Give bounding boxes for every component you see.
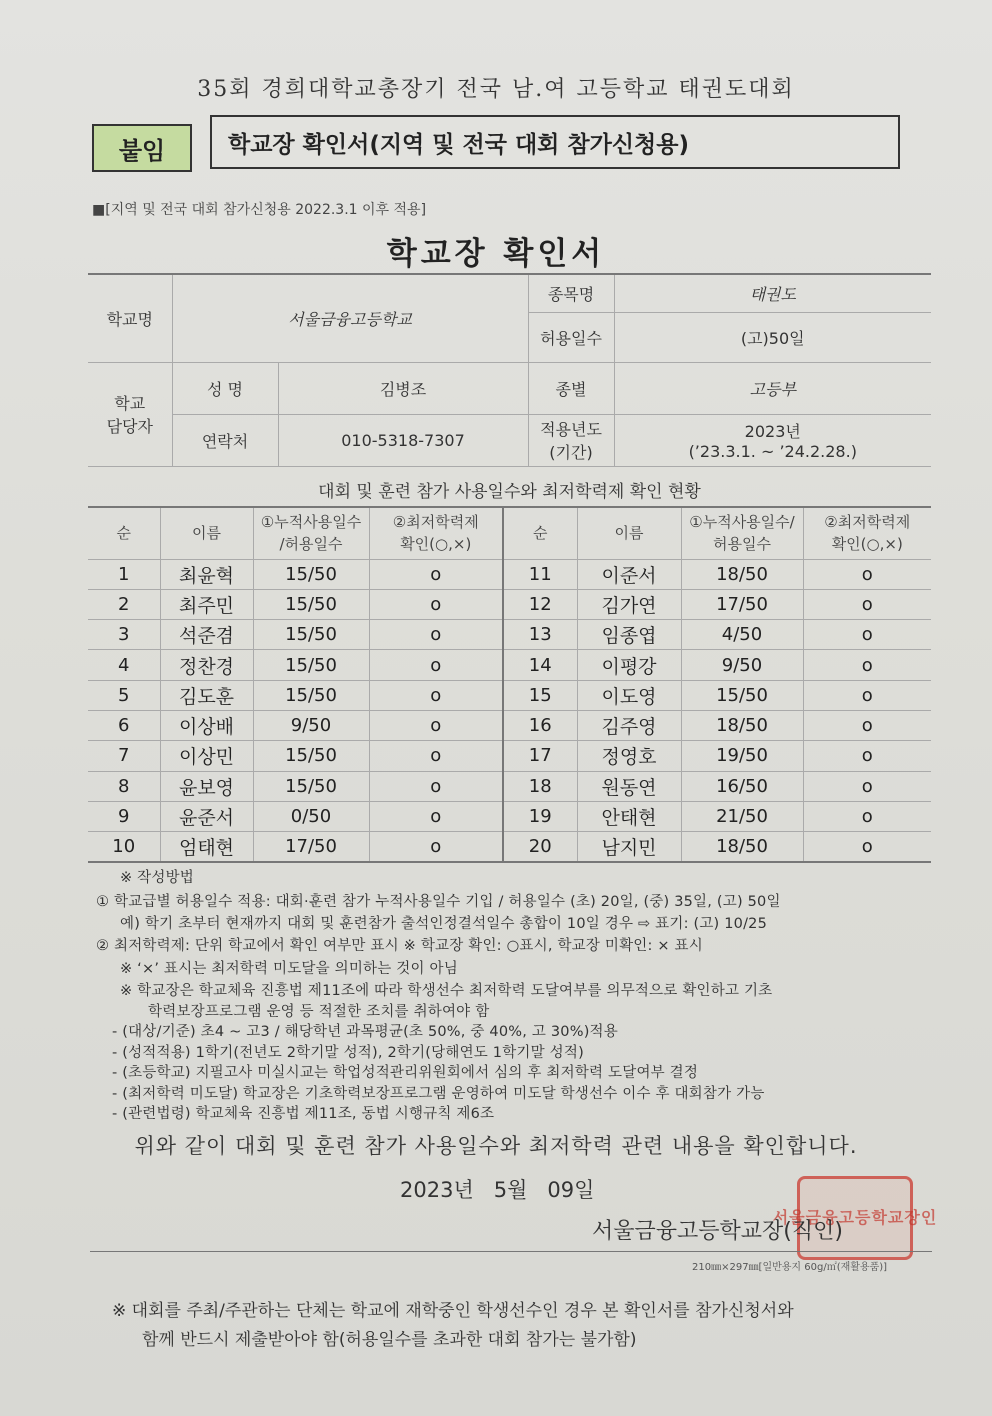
min-academic-check-left: o <box>369 589 503 619</box>
issue-date: 2023년 5월 09일 <box>400 1178 595 1202</box>
days-used-left: 9/50 <box>253 710 369 740</box>
min-academic-check-right: o <box>803 832 931 862</box>
note-line-7: - (대상/기준) 초4 ~ 고3 / 해당학년 과목평균(초 50%, 중 40%, 고 30%)적용 <box>112 1024 618 1040</box>
sport-label: 종목명 <box>528 274 614 312</box>
min-academic-check-right: o <box>803 771 931 801</box>
note-line-10: - (최저학력 미도달) 학교장은 기초학력보장프로그램 운영하여 미도달 학생선수 이수 후 대회참가 가능 <box>112 1086 765 1102</box>
student-name-right: 김가연 <box>577 589 681 619</box>
contact-value: 010-5318-7307 <box>278 414 528 466</box>
student-no-left: 9 <box>88 801 160 831</box>
table-row <box>88 620 931 650</box>
days-used-right: 21/50 <box>681 801 803 831</box>
min-academic-check-left: o <box>369 710 503 740</box>
header-days-right-line2: 허용일수 <box>713 535 771 554</box>
days-used-right: 18/50 <box>681 710 803 740</box>
student-no-right: 11 <box>503 559 577 589</box>
year-value-line1: 2023년 <box>744 422 801 441</box>
student-no-left: 4 <box>88 650 160 680</box>
student-no-right: 18 <box>503 771 577 801</box>
division-label: 종별 <box>528 362 614 414</box>
header-check-left-line1: ②최저학력제 <box>392 513 479 532</box>
year-value-line2: (’23.3.1. ~ ’24.2.28.) <box>688 442 857 461</box>
note-line-4: ※ ‘×’ 표시는 최저학력 미도달을 의미하는 것이 아님 <box>120 961 458 977</box>
days-used-right: 18/50 <box>681 559 803 589</box>
student-name-left: 이상민 <box>160 741 253 771</box>
student-name-left: 최윤혁 <box>160 559 253 589</box>
header-check-right-line2: 확인(○,×) <box>831 535 903 554</box>
min-academic-check-right: o <box>803 680 931 710</box>
student-name-right: 이평강 <box>577 650 681 680</box>
student-no-right: 15 <box>503 680 577 710</box>
days-used-right: 15/50 <box>681 680 803 710</box>
min-academic-check-right: o <box>803 741 931 771</box>
days-used-left: 15/50 <box>253 741 369 771</box>
table-row <box>88 559 931 589</box>
status-table <box>88 506 931 863</box>
header-days-right-line1: ①누적사용일수/ <box>689 513 795 532</box>
min-academic-check-left: o <box>369 620 503 650</box>
header-check-right <box>803 507 931 559</box>
min-academic-check-right: o <box>803 559 931 589</box>
min-academic-check-left: o <box>369 771 503 801</box>
year-label <box>528 414 614 466</box>
days-used-right: 4/50 <box>681 620 803 650</box>
student-name-right: 김주영 <box>577 710 681 740</box>
table-row <box>88 771 931 801</box>
min-academic-check-left: o <box>369 801 503 831</box>
header-no-right: 순 <box>503 507 577 559</box>
table-row <box>88 650 931 680</box>
header-name-right: 이름 <box>577 507 681 559</box>
min-academic-check-right: o <box>803 620 931 650</box>
note-line-8: - (성적적용) 1학기(전년도 2학기말 성적), 2학기(당해연도 1학기말 성적) <box>112 1045 584 1061</box>
note-line-9: - (초등학교) 지필고사 미실시교는 학업성적관리위원회에서 심의 후 최저학력 도달여부 결정 <box>112 1065 699 1081</box>
header-days-left-line2: /허용일수 <box>279 535 343 554</box>
event-title: 35회 경희대학교총장기 전국 남.여 고등학교 태권도대회 <box>197 77 795 102</box>
header-days-left <box>253 507 369 559</box>
sport-value: 태권도 <box>614 274 931 312</box>
days-used-left: 15/50 <box>253 620 369 650</box>
min-academic-check-left: o <box>369 559 503 589</box>
student-no-left: 2 <box>88 589 160 619</box>
bottom-note-line-2: 함께 반드시 제출받아야 함(허용일수를 초과한 대회 참가는 불가함) <box>142 1330 637 1350</box>
paper-spec: 210㎜×297㎜[일반용지 60g/㎡(재활용품)] <box>692 1262 888 1273</box>
student-name-right: 안태현 <box>577 801 681 831</box>
student-name-left: 김도훈 <box>160 680 253 710</box>
min-academic-check-left: o <box>369 650 503 680</box>
student-no-right: 14 <box>503 650 577 680</box>
student-name-left: 석준겸 <box>160 620 253 650</box>
divider-line <box>90 1251 932 1252</box>
school-info-table <box>88 273 931 467</box>
student-name-left: 윤보영 <box>160 771 253 801</box>
days-used-left: 0/50 <box>253 801 369 831</box>
min-academic-check-left: o <box>369 741 503 771</box>
min-academic-check-left: o <box>369 832 503 862</box>
year-label-line1: 적용년도 <box>540 420 602 439</box>
manager-label <box>88 362 172 466</box>
contact-label: 연락처 <box>172 414 278 466</box>
student-no-left: 5 <box>88 680 160 710</box>
student-name-left: 최주민 <box>160 589 253 619</box>
days-used-right: 17/50 <box>681 589 803 619</box>
attachment-badge: 붙임 <box>92 124 192 172</box>
student-no-left: 1 <box>88 559 160 589</box>
student-name-left: 윤준서 <box>160 801 253 831</box>
days-used-right: 16/50 <box>681 771 803 801</box>
note-line-1: ① 학교급별 허용일수 적용: 대회·훈련 참가 누적사용일수 기입 / 허용일수 (초) 20일, (중) 35일, (고) 50일 <box>96 894 781 910</box>
min-academic-check-right: o <box>803 710 931 740</box>
table-row <box>88 741 931 771</box>
header-name-left: 이름 <box>160 507 253 559</box>
name-label: 성 명 <box>172 362 278 414</box>
document-title: 학교장 확인서 <box>386 236 606 272</box>
days-used-left: 15/50 <box>253 589 369 619</box>
student-name-right: 이도영 <box>577 680 681 710</box>
bottom-note-line-1: ※ 대회를 주최/주관하는 단체는 학교에 재학중인 학생선수인 경우 본 확인서를 참가신청서와 <box>112 1301 794 1321</box>
year-label-line2: (기간) <box>549 443 593 462</box>
note-line-2: 예) 학기 초부터 현재까지 대회 및 훈련참가 출석인정결석일수 총합이 10일 경우 ⇨ 표기: (고) 10/25 <box>120 916 768 932</box>
days-used-left: 17/50 <box>253 832 369 862</box>
manager-label-line2: 담당자 <box>106 417 153 436</box>
note-line-6: 학력보장프로그램 운영 등 적절한 조치를 취하여야 함 <box>148 1004 490 1020</box>
allowed-days-label: 허용일수 <box>528 312 614 362</box>
manager-label-line1: 학교 <box>114 394 146 413</box>
min-academic-check-right: o <box>803 589 931 619</box>
student-no-right: 19 <box>503 801 577 831</box>
student-name-right: 이준서 <box>577 559 681 589</box>
year-value <box>614 414 931 466</box>
student-name-left: 정찬경 <box>160 650 253 680</box>
note-line-11: - (관련법령) 학교체육 진흥법 제11조, 동법 시행규칙 제6조 <box>112 1106 495 1122</box>
header-no-left: 순 <box>88 507 160 559</box>
student-name-right: 남지민 <box>577 832 681 862</box>
student-name-left: 이상배 <box>160 710 253 740</box>
status-heading: 대회 및 훈련 참가 사용일수와 최저학력제 확인 현황 <box>318 482 701 502</box>
min-academic-check-right: o <box>803 801 931 831</box>
days-used-right: 9/50 <box>681 650 803 680</box>
student-name-right: 원동연 <box>577 771 681 801</box>
table-row <box>88 589 931 619</box>
notes-title: ※ 작성방법 <box>120 870 194 886</box>
student-no-left: 3 <box>88 620 160 650</box>
student-no-left: 6 <box>88 710 160 740</box>
student-no-left: 8 <box>88 771 160 801</box>
school-label: 학교명 <box>88 274 172 362</box>
days-used-left: 15/50 <box>253 680 369 710</box>
header-check-left <box>369 507 503 559</box>
school-value: 서울금융고등학교 <box>172 274 528 362</box>
student-no-right: 16 <box>503 710 577 740</box>
division-value: 고등부 <box>614 362 931 414</box>
note-line-3: ② 최저학력제: 단위 학교에서 확인 여부만 표시 ※ 학교장 확인: ○표시, 학교장 미확인: × 표시 <box>96 938 703 954</box>
days-used-left: 15/50 <box>253 650 369 680</box>
name-value: 김병조 <box>278 362 528 414</box>
student-no-right: 12 <box>503 589 577 619</box>
allowed-days-value: (고)50일 <box>614 312 931 362</box>
days-used-left: 15/50 <box>253 559 369 589</box>
days-used-right: 19/50 <box>681 741 803 771</box>
student-name-left: 엄태현 <box>160 832 253 862</box>
note-line-5: ※ 학교장은 학교체육 진흥법 제11조에 따라 학생선수 최저학력 도달여부를 의무적으로 확인하고 기초 <box>120 983 773 999</box>
student-name-right: 임종엽 <box>577 620 681 650</box>
seal-text: 서울금융고등학교장인 <box>772 1208 938 1227</box>
days-used-right: 18/50 <box>681 832 803 862</box>
principal-signature: 서울금융고등학교장(직인) <box>592 1219 843 1244</box>
table-row <box>88 801 931 831</box>
student-no-right: 17 <box>503 741 577 771</box>
form-note: ■[지역 및 전국 대회 참가신청용 2022.3.1 이후 적용] <box>92 202 427 218</box>
student-no-right: 20 <box>503 832 577 862</box>
days-used-left: 15/50 <box>253 771 369 801</box>
table-row <box>88 710 931 740</box>
table-row <box>88 832 931 862</box>
header-check-left-line2: 확인(○,×) <box>400 535 472 554</box>
table-row <box>88 680 931 710</box>
student-no-left: 10 <box>88 832 160 862</box>
min-academic-check-right: o <box>803 650 931 680</box>
confirm-statement: 위와 같이 대회 및 훈련 참가 사용일수와 최저학력 관련 내용을 확인합니다. <box>134 1134 858 1158</box>
header-days-left-line1: ①누적사용일수 <box>260 513 362 532</box>
attachment-title: 학교장 확인서(지역 및 전국 대회 참가신청용) <box>210 115 900 169</box>
header-days-right <box>681 507 803 559</box>
student-name-right: 정영호 <box>577 741 681 771</box>
min-academic-check-left: o <box>369 680 503 710</box>
student-no-right: 13 <box>503 620 577 650</box>
student-no-left: 7 <box>88 741 160 771</box>
header-check-right-line1: ②최저학력제 <box>824 513 911 532</box>
